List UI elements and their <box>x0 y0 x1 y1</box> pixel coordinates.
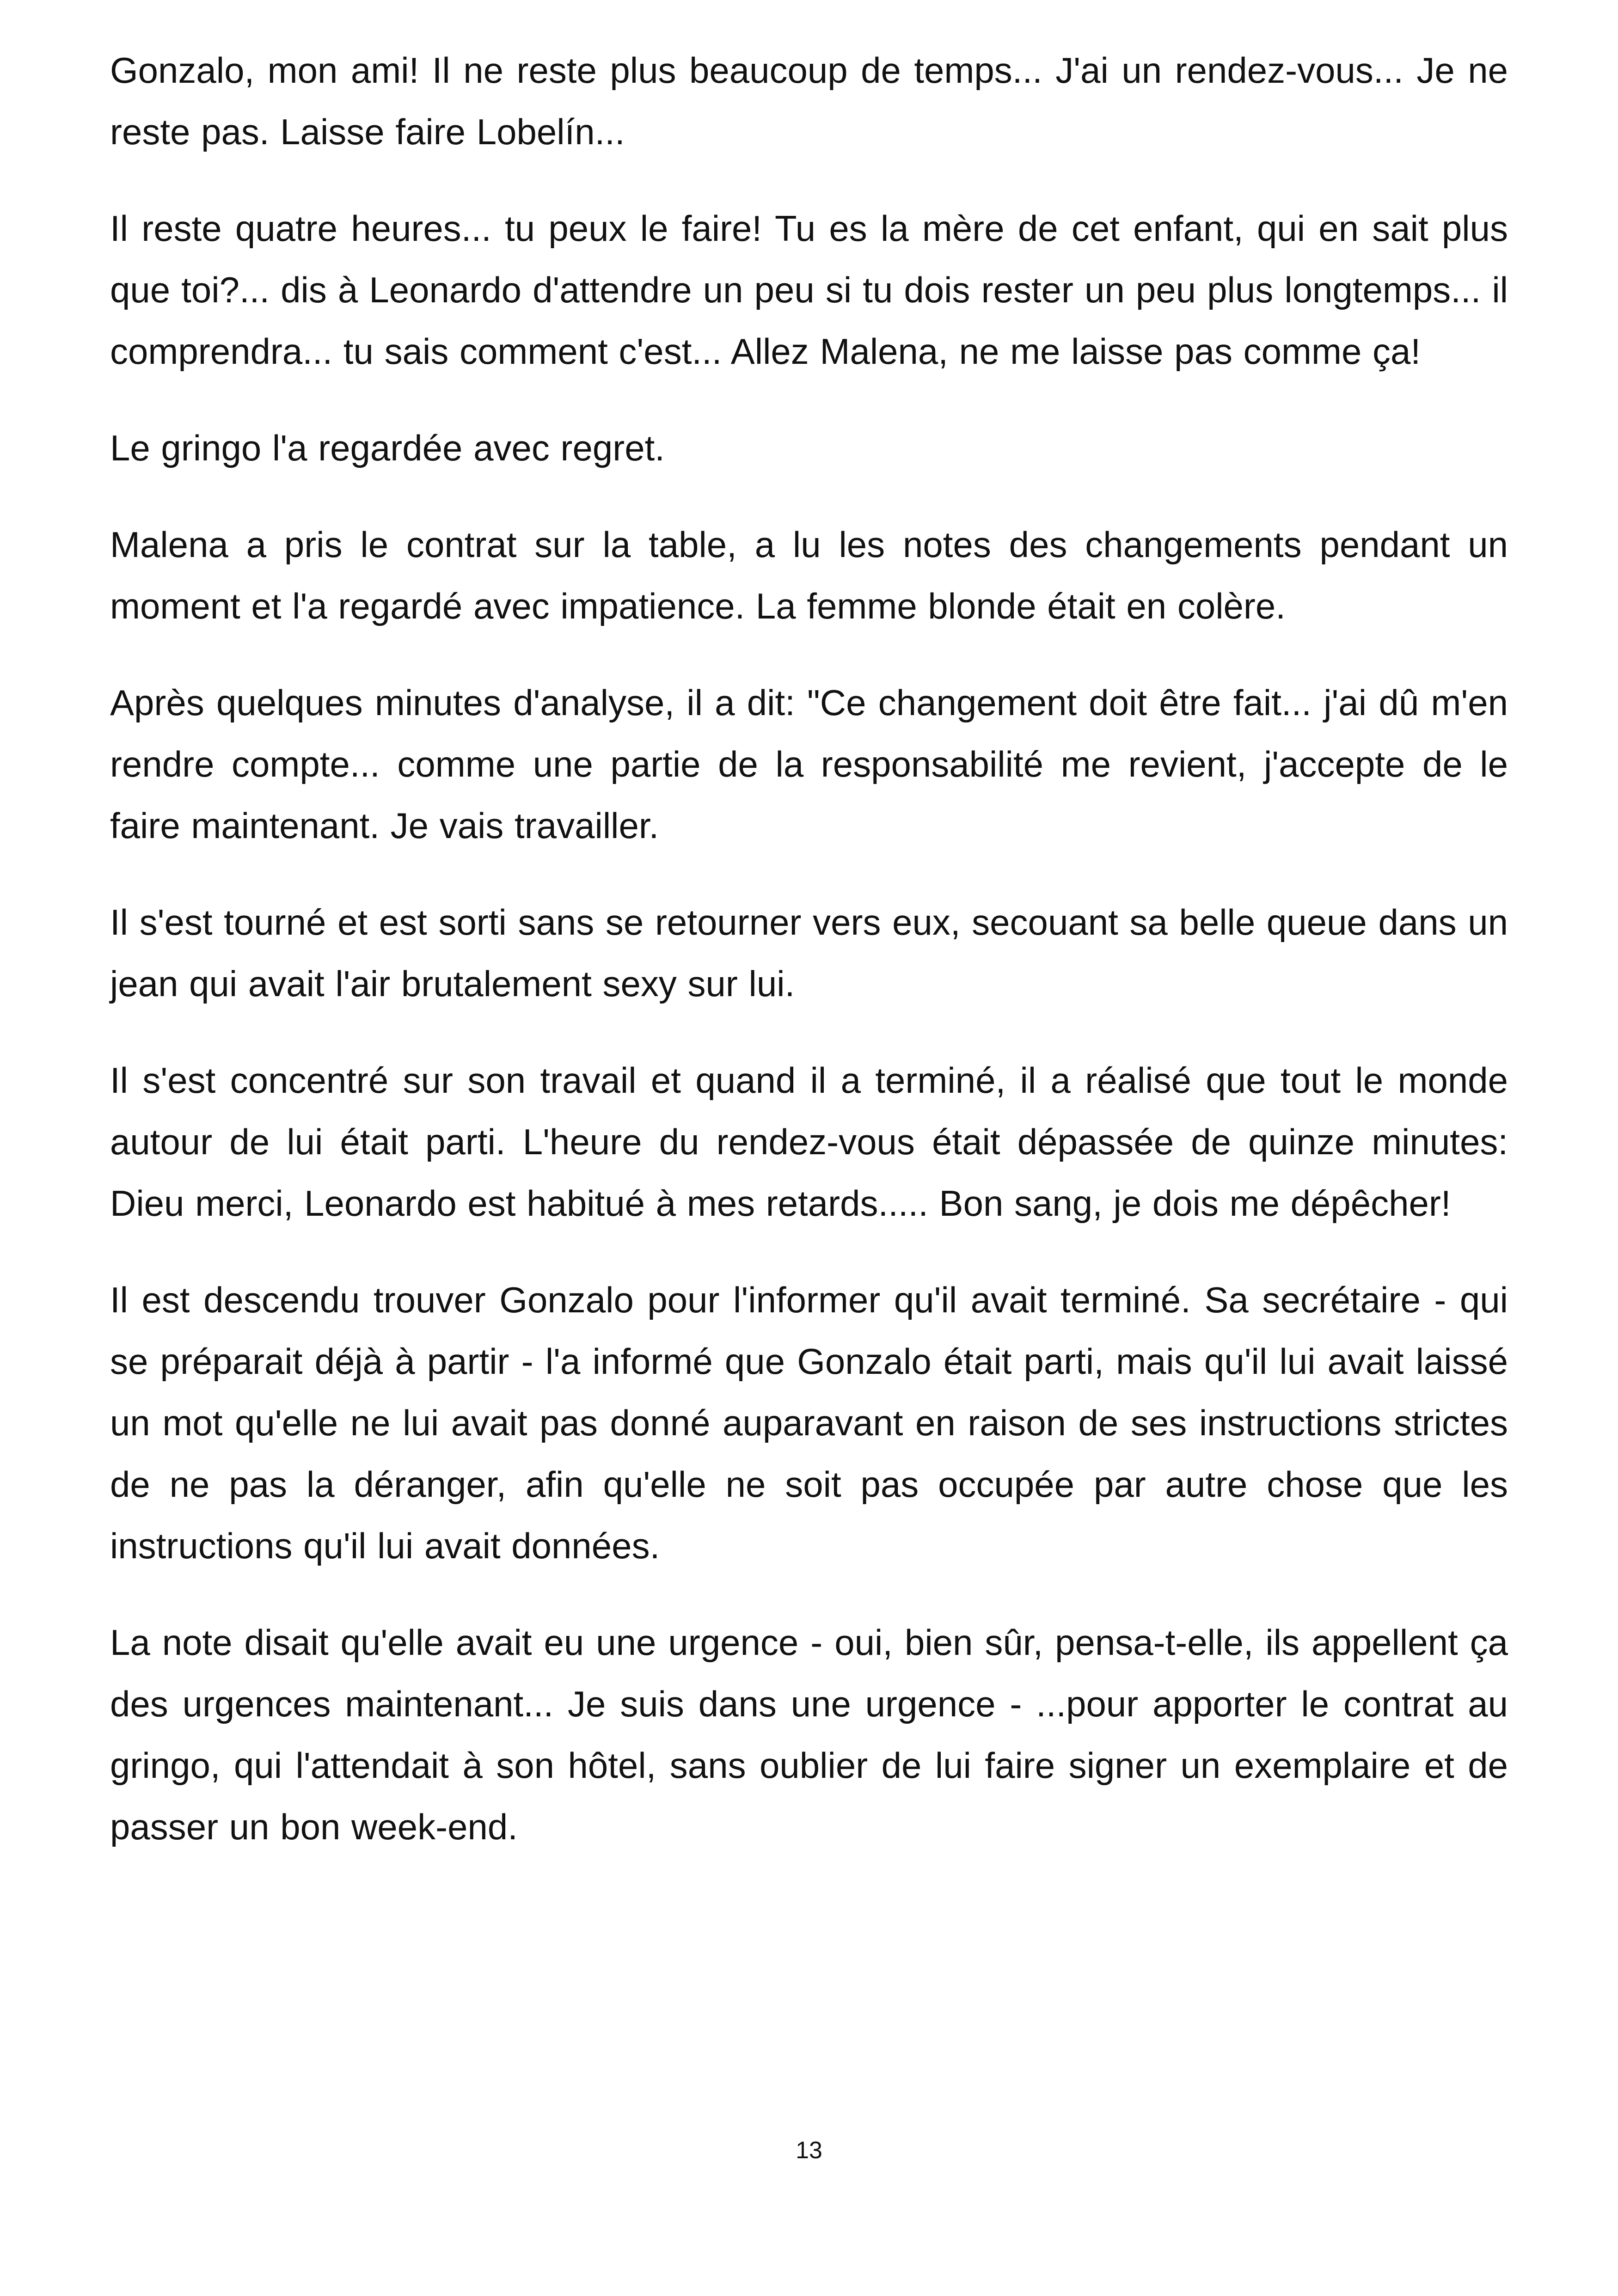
paragraph-9: La note disait qu'elle avait eu une urgence - oui, bien sûr, pensa-t-elle, ils appellent ça des urgences maintenant... Je suis dans une urgence - ...pour apporter le contrat au gringo, qui l'attendait à son hôtel, sans oublier de lui faire signer un exemplaire et de passer un bon week-end. <box>110 1622 1508 1847</box>
paragraph-7: Il s'est concentré sur son travail et quand il a terminé, il a réalisé que tout le monde autour de lui était parti. L'heure du rendez-vous était dépassée de quinze minutes: Dieu merci, Leonardo est habitué à mes retards..... Bon sang, je dois me dépêcher! <box>110 1060 1508 1224</box>
paragraph-1: Gonzalo, mon ami! Il ne reste plus beaucoup de temps... J'ai un rendez-vous... Je ne reste pas. Laisse faire Lobelín... <box>110 50 1508 152</box>
paragraph-6: Il s'est tourné et est sorti sans se retourner vers eux, secouant sa belle queue dans un jean qui avait l'air brutalement sexy sur lui. <box>110 902 1508 1004</box>
paragraph-2: Il reste quatre heures... tu peux le faire! Tu es la mère de cet enfant, qui en sait plus que toi?... dis à Leonardo d'attendre un peu si tu dois rester un peu plus longtemps... il comprendra... tu sais comment c'est... Allez Malena, ne me laisse pas comme ça! <box>110 208 1508 372</box>
paragraph-8: Il est descendu trouver Gonzalo pour l'informer qu'il avait terminé. Sa secrétaire - qui se préparait déjà à partir - l'a informé que Gonzalo était parti, mais qu'il lui avait laissé un mot qu'elle ne lui avait pas donné auparavant en raison de ses instructions strictes de ne pas la déranger, afin qu'elle ne soit pas occupée par autre chose que les instructions qu'il lui avait données. <box>110 1280 1508 1566</box>
page-number: 13 <box>796 2137 822 2164</box>
paragraph-4: Malena a pris le contrat sur la table, a lu les notes des changements pendant un moment et l'a regardé avec impatience. La femme blonde était en colère. <box>110 524 1508 626</box>
paragraph-5: Après quelques minutes d'analyse, il a dit: "Ce changement doit être fait... j'ai dû m'en rendre compte... comme une partie de la responsabilité me revient, j'accepte de le faire maintenant. Je vais travailler. <box>110 682 1508 846</box>
page-body <box>110 40 1508 1893</box>
paragraph-3: Le gringo l'a regardée avec regret. <box>110 428 665 468</box>
